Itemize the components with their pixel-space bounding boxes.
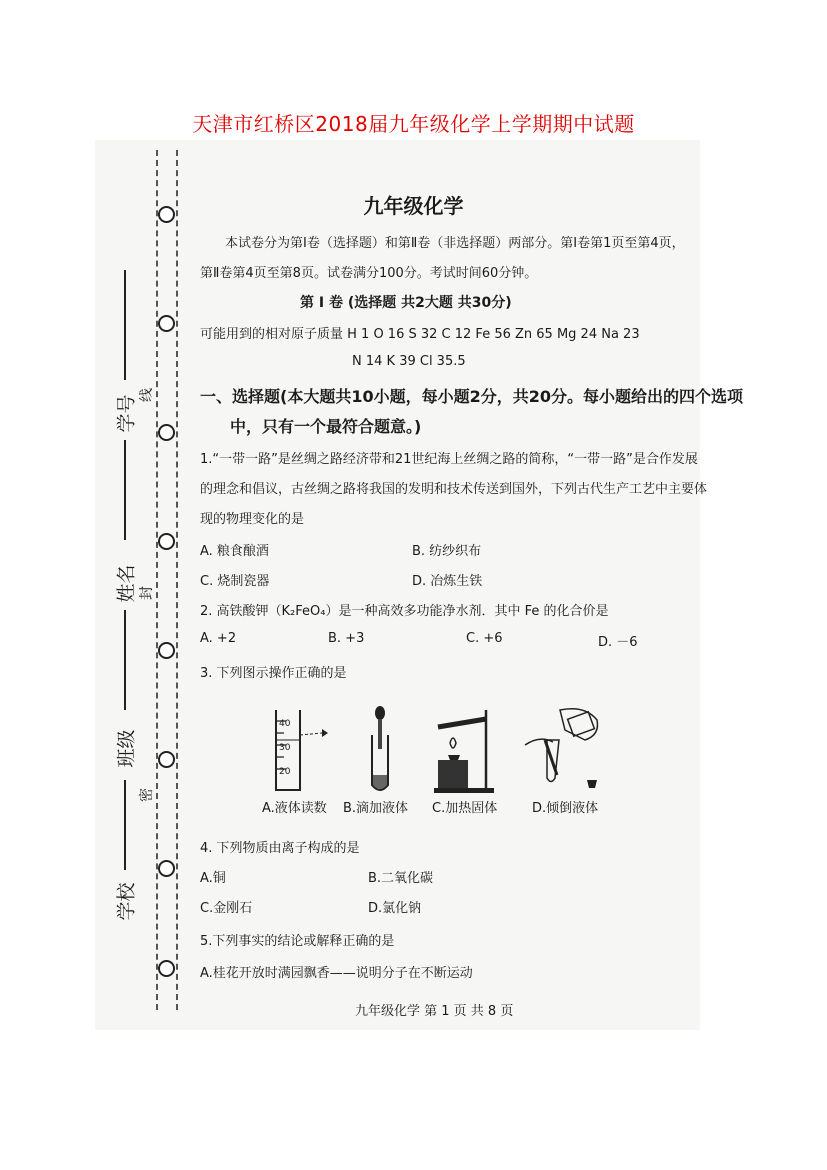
- question-2-option-d: D. －6: [598, 635, 638, 650]
- graduated-cylinder-icon: [260, 705, 340, 795]
- question-1-text: 现的物理变化的是: [200, 512, 305, 527]
- punch-hole-icon: [158, 960, 175, 977]
- question-1-option-d: D. 冶炼生铁: [412, 574, 483, 589]
- intro-line-2: 第Ⅱ卷第4页至第8页。试卷满分100分。考试时间60分钟。: [200, 266, 538, 281]
- page-footer: 九年级化学 第 1 页 共 8 页: [355, 1004, 514, 1019]
- section-one-heading: 一、选择题(本大题共10小题，每小题2分，共20分。每小题给出的四个选项: [200, 387, 743, 406]
- question-5-text: 5.下列事实的结论或解释正确的是: [200, 934, 395, 949]
- figure-c-caption: C.加热固体: [432, 801, 498, 816]
- punch-hole-icon: [158, 424, 175, 441]
- question-2-option-a: A. +2: [200, 631, 237, 646]
- question-1-option-b: B. 纺纱织布: [412, 544, 482, 559]
- section-one-heading-cont: 中，只有一个最符合题意。): [230, 417, 422, 436]
- punch-hole-icon: [158, 860, 175, 877]
- document-title: 天津市红桥区2018届九年级化学上学期期中试题: [192, 112, 635, 136]
- class-label: 班级: [115, 729, 138, 768]
- name-label: 姓名: [115, 564, 138, 603]
- seal-line-mi: 密: [139, 788, 155, 802]
- question-2-option-b: B. +3: [328, 631, 365, 646]
- question-1-text: 的理念和倡议，古丝绸之路将我国的发明和技术传送到国外，下列古代生产工艺中主要体: [200, 482, 708, 497]
- atomic-mass-line-2: N 14 K 39 Cl 35.5: [352, 354, 466, 369]
- cylinder-mark-30: 30: [279, 743, 291, 753]
- question-4-option-b: B.二氧化碳: [368, 871, 434, 886]
- question-4-option-c: C.金刚石: [200, 901, 253, 916]
- question-4-option-d: D.氯化钠: [368, 901, 422, 916]
- question-2-option-c: C. +6: [466, 631, 503, 646]
- pouring-liquid-icon: [515, 700, 605, 795]
- punch-hole-icon: [158, 751, 175, 768]
- figure-b-caption: B.滴加液体: [343, 801, 409, 816]
- punch-hole-icon: [158, 533, 175, 550]
- class-line: [124, 610, 126, 710]
- cylinder-mark-40: 40: [279, 719, 291, 729]
- question-3-text: 3. 下列图示操作正确的是: [200, 666, 347, 681]
- figure-a-caption: A.液体读数: [262, 801, 327, 816]
- name-line: [124, 440, 126, 540]
- part-one-heading: 第 Ⅰ 卷 (选择题 共2大题 共30分): [300, 295, 512, 311]
- binding-margin: [150, 150, 180, 1010]
- question-4-text: 4. 下列物质由离子构成的是: [200, 841, 360, 856]
- seal-line-feng: 封: [139, 586, 155, 600]
- intro-line-1: 本试卷分为第Ⅰ卷（选择题）和第Ⅱ卷（非选择题）两部分。第Ⅰ卷第1页至第4页，: [225, 236, 685, 251]
- figure-d-caption: D.倾倒液体: [532, 801, 599, 816]
- binding-dashed-line: [156, 150, 158, 1010]
- question-1-option-c: C. 烧制瓷器: [200, 574, 270, 589]
- seal-line-xian: 线: [139, 388, 155, 402]
- question-4-option-a: A.铜: [200, 871, 226, 886]
- student-id-line: [124, 270, 126, 380]
- question-1-option-a: A. 粮食酿酒: [200, 544, 269, 559]
- heating-setup-icon: [430, 705, 500, 795]
- question-5-option-a: A.桂花开放时满园飘香——说明分子在不断运动: [200, 966, 473, 981]
- punch-hole-icon: [158, 315, 175, 332]
- atomic-mass-line-1: 可能用到的相对原子质量 H 1 O 16 S 32 C 12 Fe 56 Zn 65 Mg 24 Na 23: [200, 327, 640, 342]
- question-2-text: 2. 高铁酸钾（K₂FeO₄）是一种高效多功能净水剂．其中 Fe 的化合价是: [200, 604, 609, 619]
- cylinder-mark-20: 20: [279, 767, 291, 777]
- exam-title: 九年级化学: [363, 194, 464, 218]
- school-line: [124, 780, 126, 870]
- dropper-test-tube-icon: [360, 705, 400, 795]
- binding-dashed-line: [176, 150, 178, 1010]
- question-1-text: 1.“一带一路”是丝绸之路经济带和21世纪海上丝绸之路的简称，“一带一路”是合作发展: [200, 452, 698, 467]
- punch-hole-icon: [158, 642, 175, 659]
- student-id-label: 学号: [115, 394, 138, 433]
- school-label: 学校: [115, 882, 138, 921]
